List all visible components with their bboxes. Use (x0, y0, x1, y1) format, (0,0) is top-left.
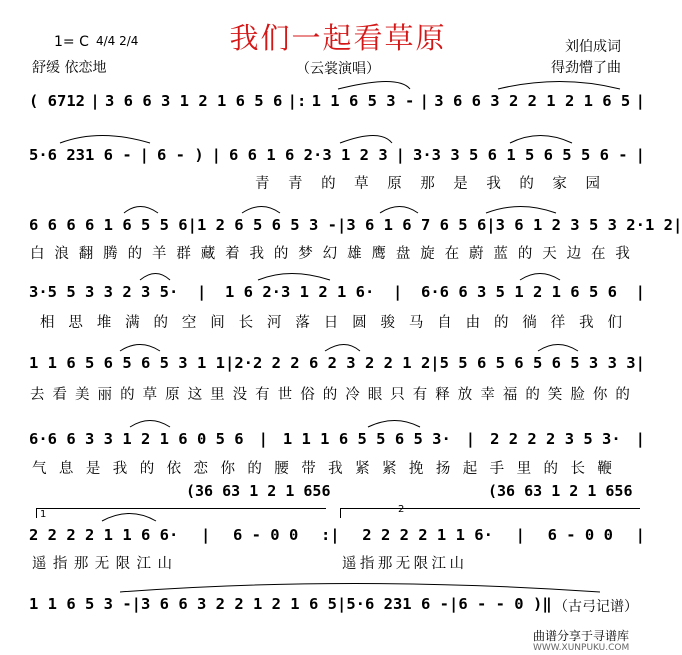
lyric: 俗 (300, 387, 315, 403)
lyric: 的 (127, 246, 143, 262)
lyric: 草 (142, 387, 158, 403)
lyric: 带 (301, 461, 316, 477)
lyric: 山 (157, 556, 172, 572)
lyric: 在 (590, 246, 606, 262)
lyric: 落 (295, 315, 310, 331)
lyric: 扬 (435, 461, 451, 477)
lyric: 那 (73, 556, 89, 572)
lyric: 的 (273, 246, 289, 262)
slur (120, 345, 160, 352)
note-group: 1 1 6 5 3 - (311, 92, 415, 110)
barline: | (430, 354, 440, 372)
barline: | (224, 354, 235, 372)
lyric: 丽 (97, 387, 113, 403)
slur (538, 345, 578, 352)
lyric: 幸 (480, 387, 495, 403)
note-group: 3 6 6 3 1 2 1 6 5 6 (105, 92, 283, 110)
lyric: 思 (68, 315, 83, 331)
footer-credit: 曲谱分享于寻谱库 (533, 629, 630, 643)
barline: | (635, 354, 645, 372)
lyric: 着 (225, 246, 240, 262)
lyric: 眼 (367, 387, 383, 403)
barline: | (211, 146, 222, 164)
barline: | (635, 526, 645, 544)
lyric: 的 (519, 176, 534, 192)
staff-row-2 (29, 146, 645, 164)
lyric: 堆 (96, 315, 112, 331)
lyric: 河 (267, 315, 282, 331)
lyric: 的 (120, 387, 135, 403)
barline: | (90, 92, 100, 110)
lyric-line-6 (32, 457, 612, 478)
slur (242, 207, 280, 214)
lyric: 空 (181, 315, 197, 331)
note-group: 3 6 1 6 7 6 5 6 (346, 216, 487, 234)
lyric: 美 (75, 387, 90, 403)
note-group: 2 2 2 2 1 1 6 6· (29, 526, 179, 544)
lyric: 那 (377, 556, 393, 572)
lyric: 有 (412, 387, 428, 403)
lyric: 我 (328, 461, 343, 477)
lyric: 遥 (32, 556, 47, 572)
lyric: 限 (413, 556, 429, 572)
slur (120, 584, 600, 593)
lyric: 园 (585, 176, 600, 192)
lyric: 自 (437, 315, 452, 331)
lyric: 是 (85, 461, 101, 477)
lyric: 腾 (103, 246, 118, 262)
note-group: 6 6 1 6 2·3 1 2 3 (229, 146, 388, 164)
barline: | (336, 595, 347, 613)
volta-1-bracket (36, 508, 326, 509)
lyric: 没 (232, 387, 248, 403)
note-group: 3·3 3 5 6 1 5 6 5 5 6 - (413, 146, 628, 164)
lyric: 相 (40, 315, 55, 331)
slur (340, 136, 392, 144)
note-group: 6·6 6 3 3 1 2 1 6 0 5 6 (29, 430, 244, 448)
staff-row-5 (29, 354, 645, 372)
slur (258, 274, 330, 281)
barline: | (635, 146, 645, 164)
note-group: 1 1 6 5 6 5 6 5 3 1 1 (29, 354, 225, 372)
staff-row-3 (29, 216, 682, 234)
lyric: 蓝 (493, 246, 508, 262)
lyric: 只 (390, 387, 405, 403)
transcriber-note: （古弓记谱） (554, 599, 638, 615)
lyric: 满 (125, 315, 140, 331)
slur (140, 274, 170, 281)
lyric: 旋 (420, 246, 435, 262)
lyric: 的 (139, 461, 155, 477)
barline: | (486, 216, 496, 234)
composer: 得劲懵了曲 (551, 60, 621, 76)
lyric: 鹰 (371, 246, 386, 262)
lyric: 的 (525, 387, 540, 403)
lyric: 的 (543, 461, 559, 477)
lyric: 草 (354, 176, 369, 192)
slur (498, 82, 620, 90)
lyric: 徉 (550, 315, 566, 331)
song-title: 我们一起看草原 (229, 21, 447, 55)
lyric: 恋 (193, 461, 209, 477)
lyric: 我 (579, 315, 594, 331)
lyric: 指 (359, 556, 375, 572)
final-barline: ‖ (542, 595, 552, 613)
lyric: 世 (277, 387, 293, 403)
lyric: 无 (395, 556, 411, 572)
lyric: 浪 (54, 246, 69, 262)
lyric: 羊 (151, 246, 167, 262)
lyric: 圆 (352, 315, 367, 331)
lyric: 遥 (342, 556, 357, 572)
lyric: 手 (489, 461, 505, 477)
tempo-marking: 舒缓 依恋地 (32, 60, 107, 76)
volta-2-number: 2 (398, 504, 405, 515)
lyric: 我 (249, 246, 265, 262)
staff-row-4 (29, 283, 645, 301)
staff-row-7 (29, 526, 645, 544)
barline: | (635, 92, 645, 110)
interlude-2: (36 63 1 2 1 656 (488, 482, 633, 500)
note-group: 1 1 1 6 5 5 6 5 3· (282, 430, 451, 448)
lyric: 边 (566, 246, 582, 262)
note-group: 2 2 2 2 3 5 3· (490, 430, 621, 448)
note-group: 1 6 2·3 1 2 1 6· (225, 283, 375, 301)
repeat-end: :| (320, 526, 340, 544)
volta-1-number: 1 (40, 509, 47, 520)
time-signature: 4/4 2/4 (96, 34, 139, 48)
lyric: 天 (542, 246, 557, 262)
slur (380, 207, 418, 214)
barline: | (196, 283, 207, 301)
staff-row-6 (29, 430, 645, 448)
slur (368, 421, 420, 428)
lyric: 看 (52, 387, 68, 403)
lyric: 鞭 (597, 461, 612, 477)
note-group: 6 - ) (157, 146, 204, 164)
lyric: 的 (322, 387, 338, 403)
lyric: 是 (453, 176, 468, 192)
lyric: 在 (444, 246, 460, 262)
lyric: 依 (166, 461, 182, 477)
note-group: 6·6 6 3 5 1 2 1 6 5 6 (421, 283, 617, 301)
lyric: 间 (210, 315, 225, 331)
barline: | (465, 430, 476, 448)
note-group: 2·2 2 2 6 2 3 2 2 1 2 (234, 354, 431, 372)
lyric-line-7b (342, 552, 464, 573)
lyric: 去 (30, 387, 45, 403)
lyric: 们 (607, 315, 622, 331)
lyric: 蔚 (469, 246, 484, 262)
lyric: 青 (255, 176, 270, 192)
lyric: 笑 (547, 387, 563, 403)
lyric: 群 (176, 246, 191, 262)
lyric: 你 (220, 461, 235, 477)
lyric: 的 (517, 246, 533, 262)
lyric: 息 (58, 461, 74, 477)
key-signature: 1= C (54, 34, 89, 50)
lyric: 气 (32, 461, 47, 477)
slur (510, 136, 572, 144)
lyric-line-7a (32, 552, 172, 573)
performer-note: （云裳演唱） (296, 61, 380, 77)
lyric: 腰 (274, 461, 289, 477)
lyric: 梦 (298, 246, 313, 262)
lyric: 盘 (395, 246, 411, 262)
repeat-start: |: (287, 92, 307, 110)
note-group: 6 6 6 6 1 6 5 5 6 (29, 216, 188, 234)
lyric: 起 (462, 461, 478, 477)
barline: | (515, 526, 525, 544)
lyric: 翻 (78, 246, 94, 262)
note-group: 6 - 0 0 (232, 526, 299, 544)
barline: | (672, 216, 682, 234)
interlude-1: (36 63 1 2 1 656 (186, 482, 331, 500)
lyric: 原 (387, 176, 402, 192)
barline: | (187, 216, 197, 234)
lyric: 限 (115, 556, 131, 572)
lyric: 的 (247, 461, 262, 477)
volta-1-tick (36, 508, 37, 518)
barline: | (392, 283, 403, 301)
lyric: 紧 (381, 461, 397, 477)
lyric: 无 (94, 556, 110, 572)
barline: | (448, 595, 459, 613)
lyric: 青 (288, 176, 303, 192)
lyric: 我 (615, 246, 630, 262)
lyricist: 刘伯成词 (565, 39, 621, 55)
lyric: 我 (486, 176, 501, 192)
note-group: 5·6 231 6 - (346, 595, 449, 613)
lyric: 冷 (345, 387, 360, 403)
lyric: 白 (30, 246, 45, 262)
slur (124, 207, 158, 214)
lyric: 江 (136, 556, 152, 572)
note-group: 6 - - 0 ) (458, 595, 543, 613)
lyric: 徜 (522, 315, 537, 331)
barline: | (635, 283, 645, 301)
note-group: 1 1 6 5 3 - (29, 595, 132, 613)
lyric-line-2 (255, 172, 600, 193)
note-group: ( 6712 (29, 92, 85, 110)
lyric: 藏 (200, 246, 216, 262)
note-group: 3 6 6 3 2 2 1 2 1 6 5 (434, 92, 631, 110)
note-group: 3 6 1 2 3 5 3 2·1 2 (495, 216, 673, 234)
lyric: 雄 (347, 246, 362, 262)
barline: | (131, 595, 141, 613)
barline: | (419, 92, 429, 110)
lyric: 骏 (380, 315, 395, 331)
slur (338, 82, 410, 90)
lyric: 脸 (570, 387, 585, 403)
lyric: 指 (52, 556, 68, 572)
lyric-line-3 (30, 242, 630, 263)
lyric: 福 (502, 387, 518, 403)
lyric: 家 (552, 176, 567, 192)
note-group: 3·5 5 3 3 2 3 5· (29, 283, 179, 301)
lyric: 这 (187, 387, 203, 403)
lyric: 幻 (322, 246, 338, 262)
staff-row-1 (29, 92, 645, 110)
volta-2-bracket (340, 508, 640, 509)
lyric: 的 (321, 176, 336, 192)
slur (130, 421, 170, 428)
note-group: 3 6 6 3 2 2 1 2 1 6 5 (141, 595, 337, 613)
barline: | (336, 216, 347, 234)
lyric-line-4 (40, 311, 622, 332)
staff-row-8 (29, 595, 552, 613)
lyric: 挽 (408, 461, 424, 477)
lyric: 里 (210, 387, 225, 403)
barline: | (139, 146, 149, 164)
barline: | (200, 526, 211, 544)
lyric: 里 (516, 461, 532, 477)
note-group: 6 - 0 0 (547, 526, 613, 544)
note-group: 2 2 2 2 1 1 6· (362, 526, 493, 544)
barline: | (258, 430, 268, 448)
slur (325, 345, 360, 352)
lyric: 紧 (355, 461, 370, 477)
lyric: 放 (457, 387, 473, 403)
lyric: 江 (431, 556, 447, 572)
lyric: 原 (165, 387, 180, 403)
note-group: 5·6 231 6 - (29, 146, 132, 164)
lyric: 长 (570, 461, 585, 477)
slur (520, 274, 560, 281)
lyric: 长 (238, 315, 254, 331)
lyric: 日 (323, 315, 339, 331)
barline: | (395, 146, 405, 164)
barline: | (635, 430, 645, 448)
lyric: 的 (615, 387, 630, 403)
lyric-line-5 (30, 383, 630, 404)
lyric: 那 (420, 176, 435, 192)
slur (60, 136, 150, 144)
note-group: 1 2 6 5 6 5 3 - (196, 216, 337, 234)
lyric: 释 (435, 387, 450, 403)
lyric: 山 (449, 556, 464, 572)
note-group: 5 5 6 5 6 5 6 5 3 3 3 (439, 354, 636, 372)
footer-url[interactable]: WWW.XUNPUKU.COM (533, 643, 630, 653)
lyric: 马 (408, 315, 424, 331)
lyric: 的 (494, 315, 509, 331)
lyric: 有 (255, 387, 270, 403)
volta-2-tick (340, 508, 341, 518)
slur (102, 514, 156, 522)
slur (486, 207, 556, 214)
lyric: 由 (465, 315, 481, 331)
lyric: 你 (592, 387, 608, 403)
lyric: 的 (153, 315, 168, 331)
lyric: 我 (112, 461, 128, 477)
